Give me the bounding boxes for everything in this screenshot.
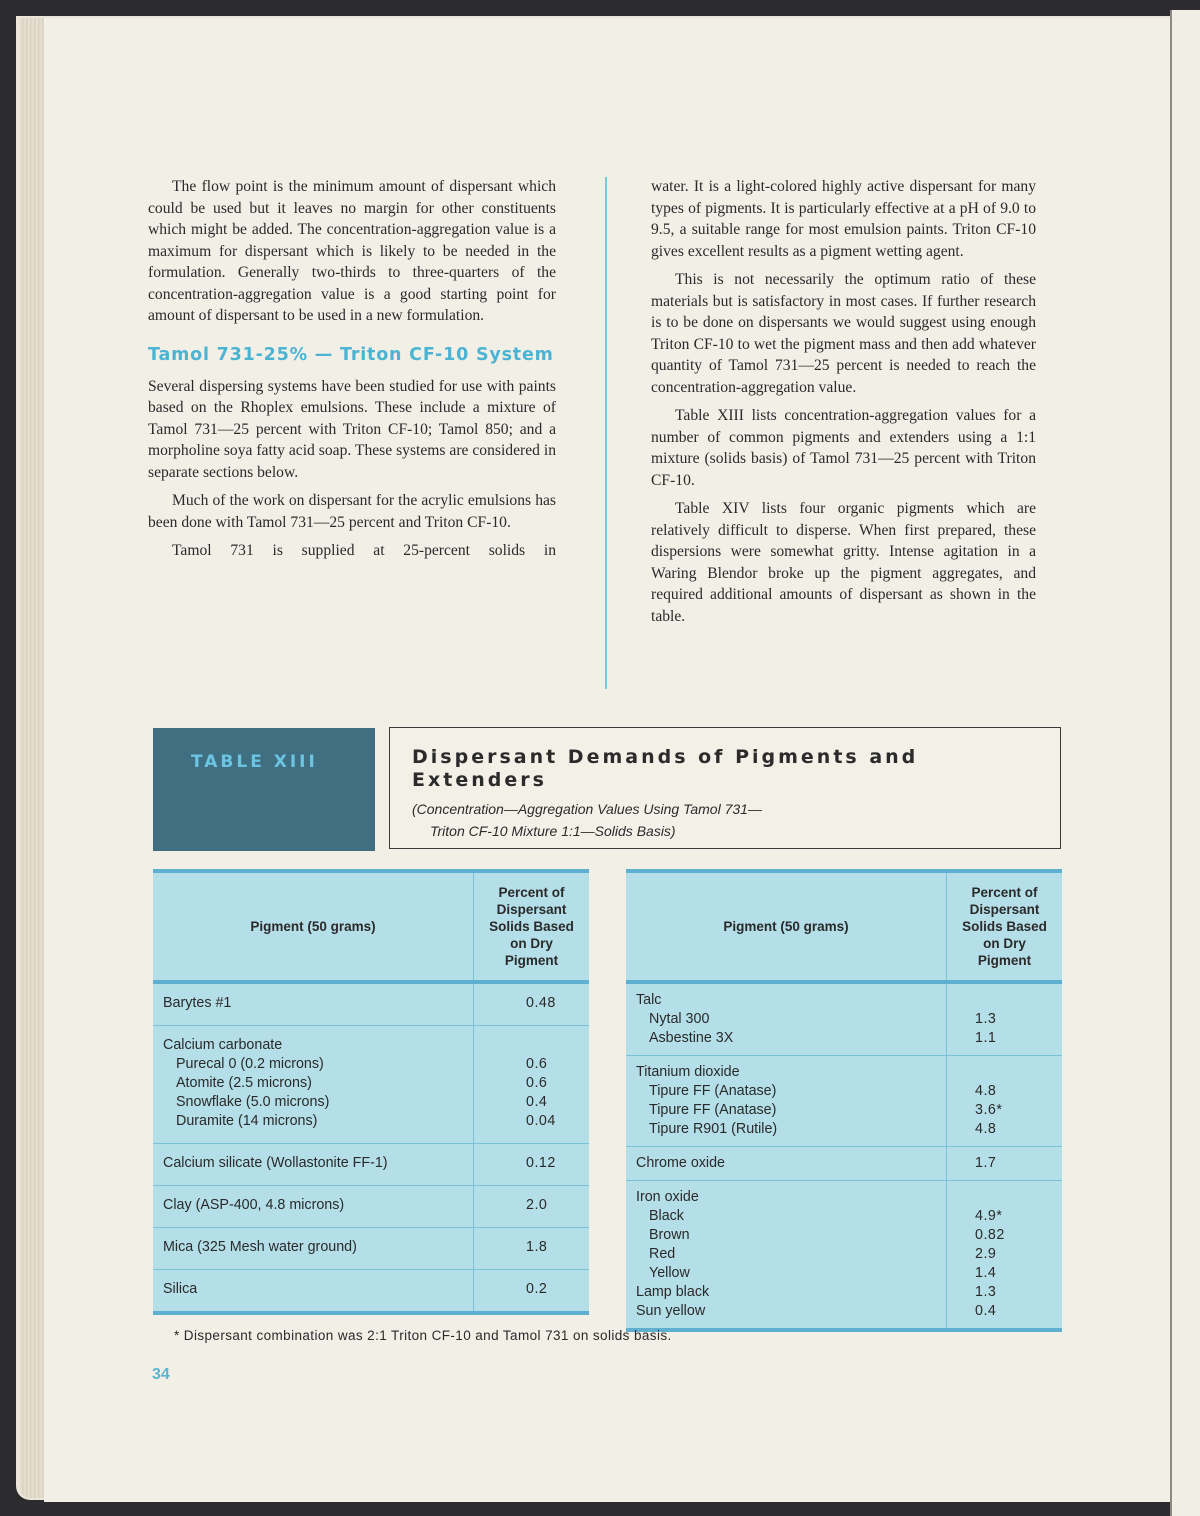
pigment-name: Calcium silicate (Wollastonite FF-1) [163, 1155, 388, 1171]
column-divider [605, 177, 607, 689]
percent-value: 1.4 [975, 1265, 997, 1281]
pigment-name: Barytes #1 [163, 995, 232, 1011]
facing-page-edge [1172, 10, 1200, 1516]
pigment-name: Brown [649, 1227, 690, 1243]
pigment-name: Lamp black [636, 1284, 710, 1300]
table-subtitle [412, 798, 762, 842]
pigment-cell [626, 1147, 946, 1180]
pigment-name: Red [649, 1246, 676, 1262]
pigment-name: Yellow [649, 1265, 690, 1281]
table-footnote: * Dispersant combination was 2:1 Triton CF-10 and Tamol 731 on solids basis. [174, 1328, 672, 1343]
pigment-name: Calcium carbonate [163, 1037, 283, 1053]
page-number: 34 [152, 1366, 170, 1383]
percent-cell [473, 1144, 589, 1185]
table-label-box [153, 728, 375, 851]
pigment-name: Mica (325 Mesh water ground) [163, 1239, 357, 1255]
percent-value: 4.8 [975, 1121, 997, 1137]
percent-value: 0.6 [526, 1056, 548, 1072]
pigment-name: Talc [636, 992, 662, 1008]
percent-cell [473, 984, 589, 1025]
percent-value: 0.4 [526, 1094, 548, 1110]
percent-value: 0.82 [975, 1227, 1005, 1243]
paragraph: This is not necessarily the optimum ratio of these materials but is satisfactory in most cases. If further research is to be done on dispersants we would suggest using enough Triton CF-10 to wet the pigment mass and then add whatever quantity of Tamol 731—25 percent is needed to reach the concentration-aggregation value. [651, 271, 1036, 396]
percent-cell [946, 1056, 1062, 1146]
table-row-group [153, 984, 589, 1025]
paragraph: The flow point is the minimum amount of dispersant which could be used but it leaves no margin for other constituents which might be added. The concentration-aggregation value is a maximum for dispersant which is likely to be needed in the formulation. Generally two-thirds to three-quarters of the concentration-aggregation value is a good starting point for amount of dispersant to be used in a new formulation. [148, 178, 556, 324]
percent-cell [473, 1026, 589, 1143]
percent-value: 1.3 [975, 1284, 997, 1300]
pigment-name: Atomite (2.5 microns) [176, 1075, 312, 1091]
pigment-table-left [153, 869, 589, 1315]
table-header [153, 873, 589, 984]
pigment-cell [153, 984, 473, 1025]
pigment-name: Duramite (14 microns) [176, 1113, 318, 1129]
percent-value: 2.9 [975, 1246, 997, 1262]
percent-cell [473, 1186, 589, 1227]
pigment-name: Clay (ASP-400, 4.8 microns) [163, 1197, 345, 1213]
pigment-name: Purecal 0 (0.2 microns) [176, 1056, 324, 1072]
section-heading: Tamol 731-25% — Triton CF-10 System [148, 344, 554, 365]
pigment-cell [153, 1026, 473, 1143]
page-edges [20, 18, 46, 1498]
percent-cell [473, 1270, 589, 1311]
percent-value: 1.8 [526, 1239, 548, 1255]
percent-value: 4.8 [975, 1083, 997, 1099]
table-row-group [153, 1025, 589, 1143]
pigment-cell [153, 1228, 473, 1269]
pigment-cell [626, 1181, 946, 1328]
paragraph: Table XIV lists four organic pigments which are relatively difficult to disperse. When first prepared, these dispersions were somewhat gritty. Intense agitation in a Waring Blendor broke up the pigment aggregates, and required additional amounts of dispersant as shown in the table. [651, 500, 1036, 625]
paragraph: Table XIII lists concentration-aggregation values for a number of common pigments and extenders using a 1:1 mixture (solids basis) of Tamol 731—25 percent with Triton CF-10. [651, 407, 1036, 489]
percent-value [474, 1036, 589, 1055]
paragraph: Several dispersing systems have been studied for use with paints based on the Rhoplex emulsions. These include a mixture of Tamol 731—25 percent with Triton CF-10; Tamol 850; and a morpholine soya fatty acid soap. These systems are considered in separate sections below. [148, 377, 556, 481]
percent-value: 3.6* [975, 1102, 1003, 1118]
left-column [148, 176, 556, 569]
table-label: TABLE XIII [191, 752, 318, 772]
pigment-name: Tipure FF (Anatase) [649, 1083, 777, 1099]
pigment-name: Chrome oxide [636, 1155, 725, 1171]
pigment-name: Asbestine 3X [649, 1030, 734, 1046]
table-row-group [626, 984, 1062, 1055]
percent-value [947, 1063, 1062, 1082]
pigment-name: Nytal 300 [649, 1011, 710, 1027]
pigment-cell [153, 1270, 473, 1311]
pigment-name: Iron oxide [636, 1189, 699, 1205]
percent-value: 4.9* [975, 1208, 1003, 1224]
percent-value: 0.2 [526, 1281, 548, 1297]
pigment-name: Snowflake (5.0 microns) [176, 1094, 330, 1110]
percent-cell [946, 1181, 1062, 1328]
right-column [651, 176, 1036, 634]
table-subtitle-line1: (Concentration—Aggregation Values Using Tamol 731— [412, 801, 762, 817]
percent-cell [946, 984, 1062, 1055]
percent-value [947, 1188, 1062, 1207]
pigment-name: Titanium dioxide [636, 1064, 740, 1080]
percent-value: 0.6 [526, 1075, 548, 1091]
table-row-group [626, 1180, 1062, 1328]
table-row-group [153, 1185, 589, 1227]
pigment-cell [626, 984, 946, 1055]
table-row-group [626, 1146, 1062, 1180]
percent-value: 1.1 [975, 1030, 997, 1046]
table-title: Dispersant Demands of Pigments and Extenders [412, 746, 919, 791]
column-header-pigment: Pigment (50 grams) [723, 919, 849, 934]
percent-cell [946, 1147, 1062, 1180]
percent-value: 0.04 [526, 1113, 556, 1129]
pigment-cell [626, 1056, 946, 1146]
table-body [153, 984, 589, 1311]
pigment-name: Tipure R901 (Rutile) [649, 1121, 778, 1137]
paragraph: water. It is a light-colored highly active dispersant for many types of pigments. It is particularly effective at a pH of 9.0 to 9.5, a suitable range for most emulsion paints. Triton CF-10 gives excellent results as a pigment wetting agent. [651, 178, 1036, 260]
paragraph: Tamol 731 is supplied at 25-percent solids in [172, 542, 556, 559]
table-row-group [626, 1055, 1062, 1146]
percent-value: 1.3 [975, 1011, 997, 1027]
pigment-name: Silica [163, 1281, 198, 1297]
percent-value [947, 991, 1062, 1010]
table-subtitle-line2: Triton CF-10 Mixture 1:1—Solids Basis) [430, 823, 676, 839]
pigment-cell [153, 1144, 473, 1185]
percent-value: 0.4 [975, 1303, 997, 1319]
pigment-cell [153, 1186, 473, 1227]
pigment-name: Tipure FF (Anatase) [649, 1102, 777, 1118]
percent-value: 1.7 [975, 1155, 997, 1171]
pigment-name: Black [649, 1208, 684, 1224]
table-header [626, 873, 1062, 984]
column-header-pigment: Pigment (50 grams) [250, 919, 376, 934]
table-row-group [153, 1269, 589, 1311]
table-row-group [153, 1143, 589, 1185]
percent-value: 2.0 [526, 1197, 548, 1213]
table-title-box [389, 727, 1061, 849]
percent-value: 0.12 [526, 1155, 556, 1171]
paragraph: Much of the work on dispersant for the acrylic emulsions has been done with Tamol 731—25 percent and Triton CF-10. [148, 492, 556, 531]
percent-cell [473, 1228, 589, 1269]
table-body [626, 984, 1062, 1328]
column-header-percent: Percent of Dispersant Solids Based on Dry Pigment [473, 873, 589, 980]
pigment-name: Sun yellow [636, 1303, 706, 1319]
percent-value: 0.48 [526, 995, 556, 1011]
gutter [1170, 10, 1172, 1516]
pigment-table-right [626, 869, 1062, 1332]
table-row-group [153, 1227, 589, 1269]
column-header-percent: Percent of Dispersant Solids Based on Dry Pigment [946, 873, 1062, 980]
